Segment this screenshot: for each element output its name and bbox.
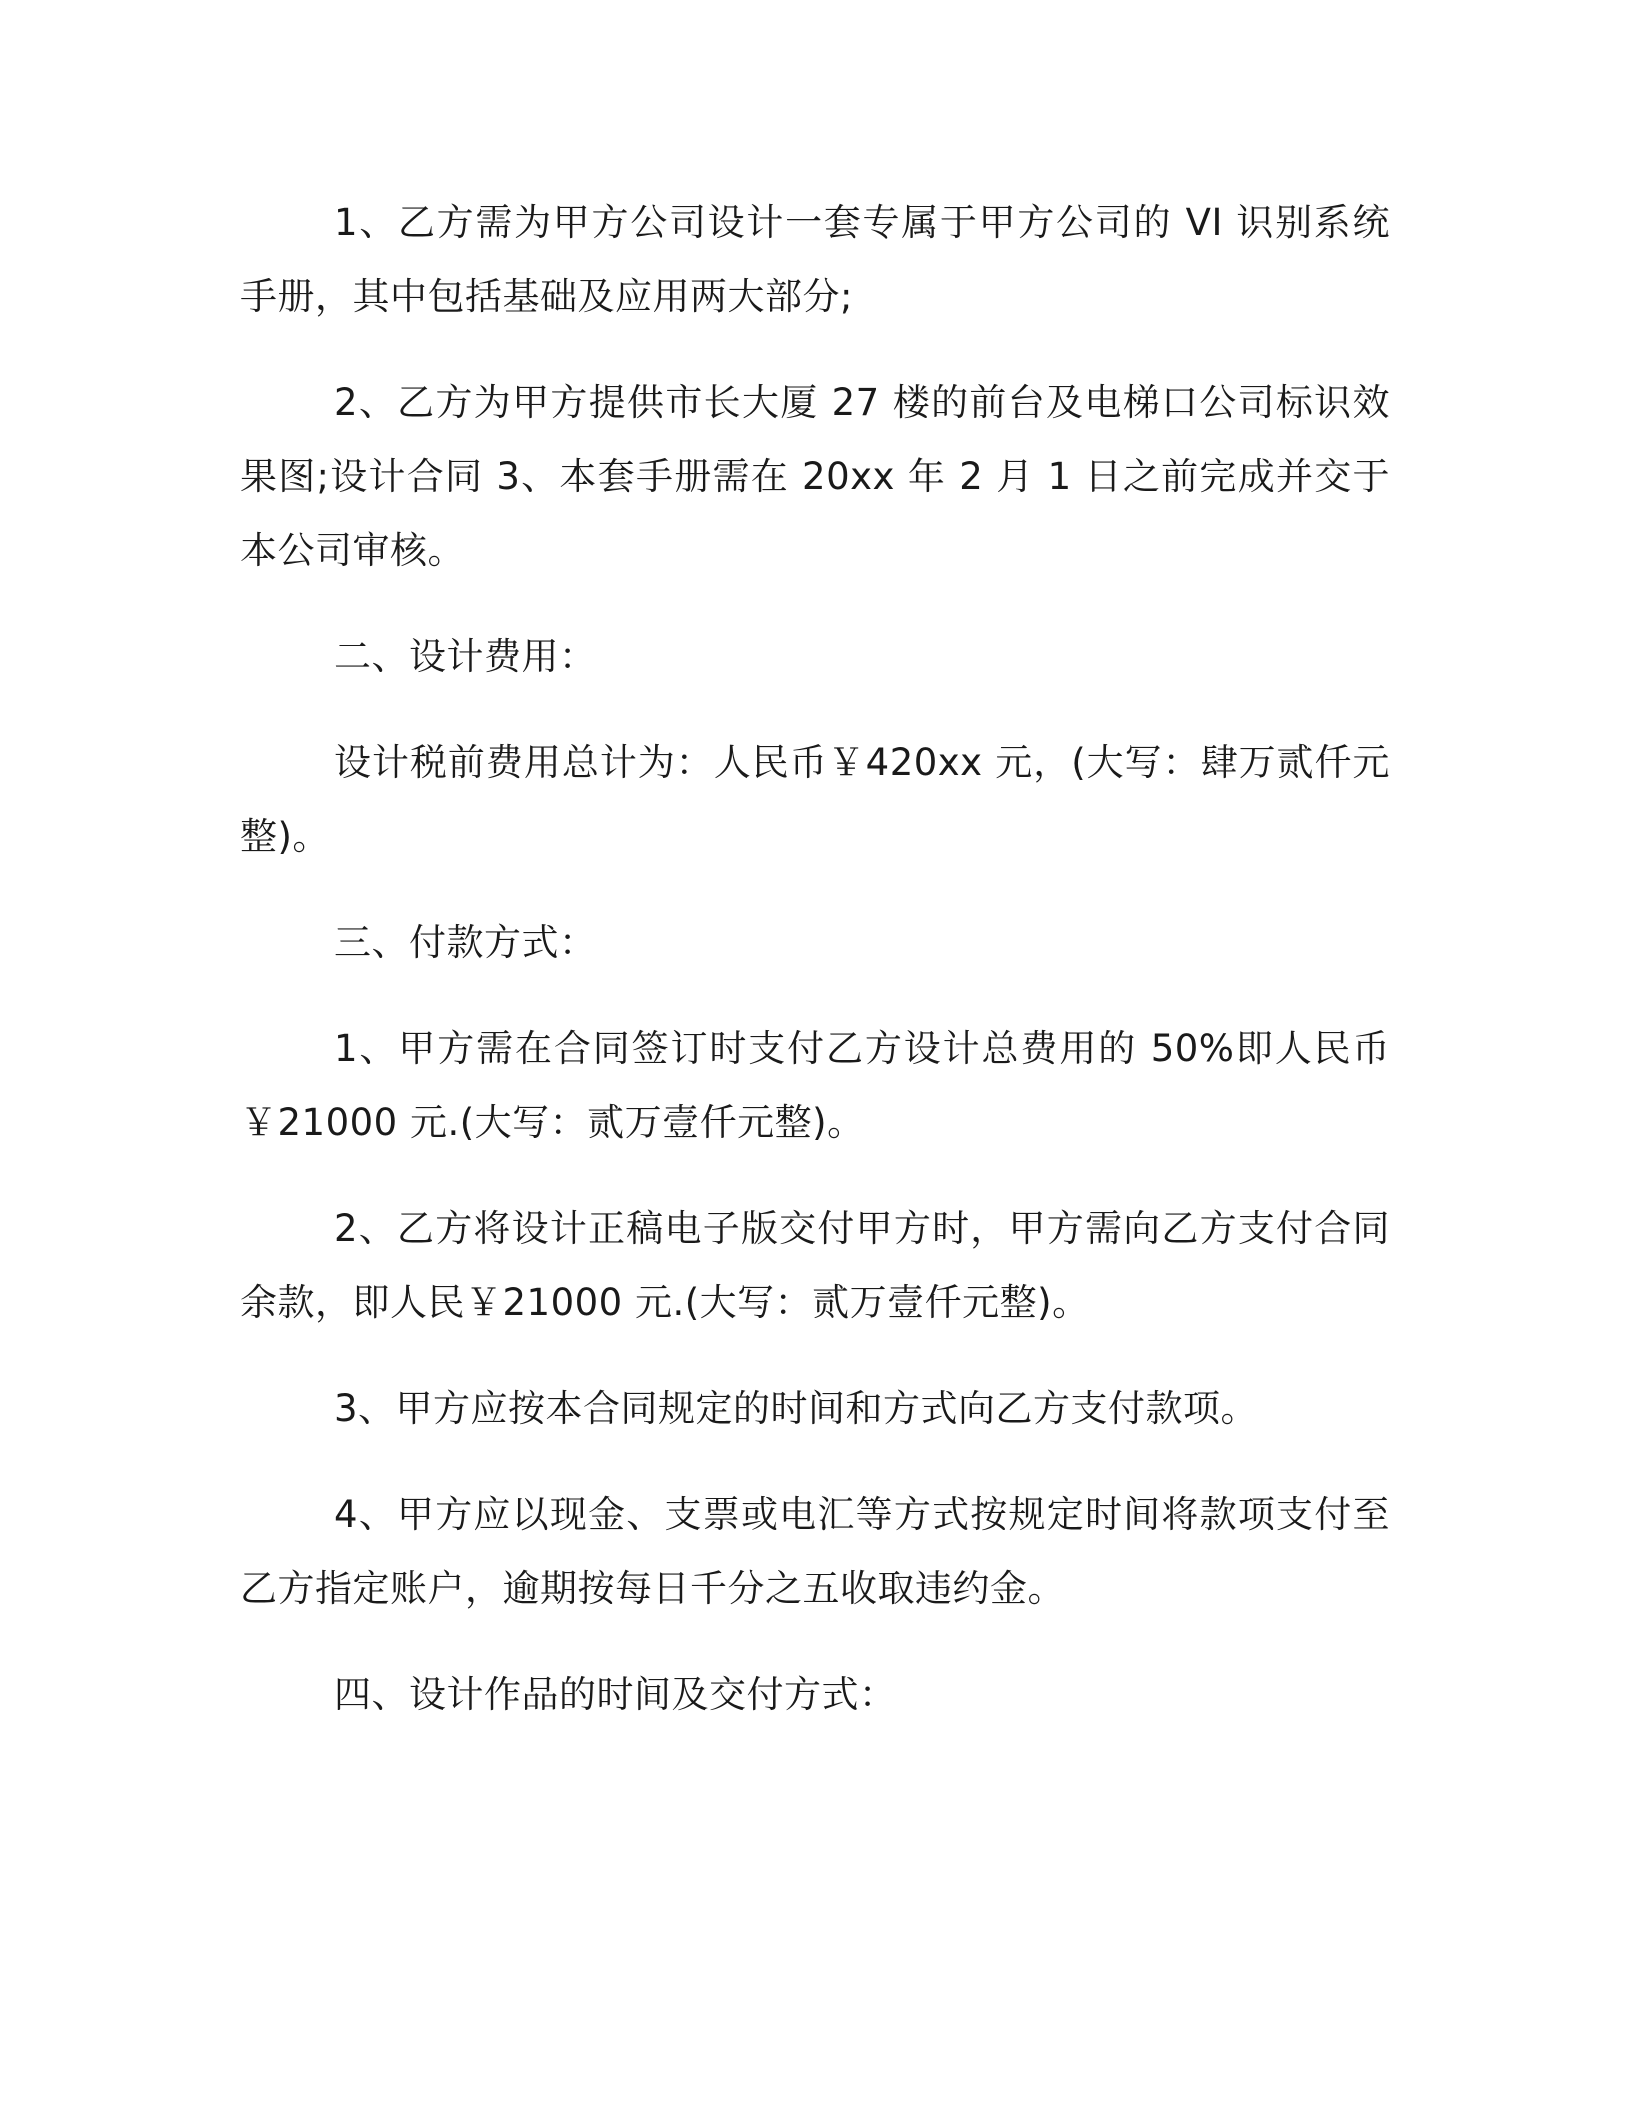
section-heading-payment-method: 三、付款方式： xyxy=(334,921,597,964)
clause-1-vi-manual: 1、乙方需为甲方公司设计一套专属于甲方公司的 VI 识别系统手册，其中包括基础及应用两大部分; xyxy=(240,201,1390,318)
clause-2-signage-deadline: 2、乙方为甲方提供市长大厦 27 楼的前台及电梯口公司标识效果图;设计合同 3、本套手册需在 20xx 年 2 月 1 日之前完成并交于本公司审核。 xyxy=(240,381,1390,572)
payment-clause-4: 4、甲方应以现金、支票或电汇等方式按规定时间将款项支付至乙方指定账户，逾期按每日千分之五收取违约金。 xyxy=(240,1493,1390,1610)
section-heading-delivery: 四、设计作品的时间及交付方式： xyxy=(334,1673,897,1716)
section-heading-design-fee: 二、设计费用： xyxy=(334,635,597,678)
payment-clause-3: 3、甲方应按本合同规定的时间和方式向乙方支付款项。 xyxy=(334,1387,1259,1430)
document-body xyxy=(240,186,1390,1764)
design-fee-total: 设计税前费用总计为：人民币￥420xx 元，(大写：肆万贰仟元整)。 xyxy=(240,741,1390,858)
payment-clause-2: 2、乙方将设计正稿电子版交付甲方时，甲方需向乙方支付合同余款，即人民￥21000 元.(大写：贰万壹仟元整)。 xyxy=(240,1207,1390,1324)
payment-clause-1: 1、甲方需在合同签订时支付乙方设计总费用的 50%即人民币￥21000 元.(大写：贰万壹仟元整)。 xyxy=(240,1027,1390,1144)
